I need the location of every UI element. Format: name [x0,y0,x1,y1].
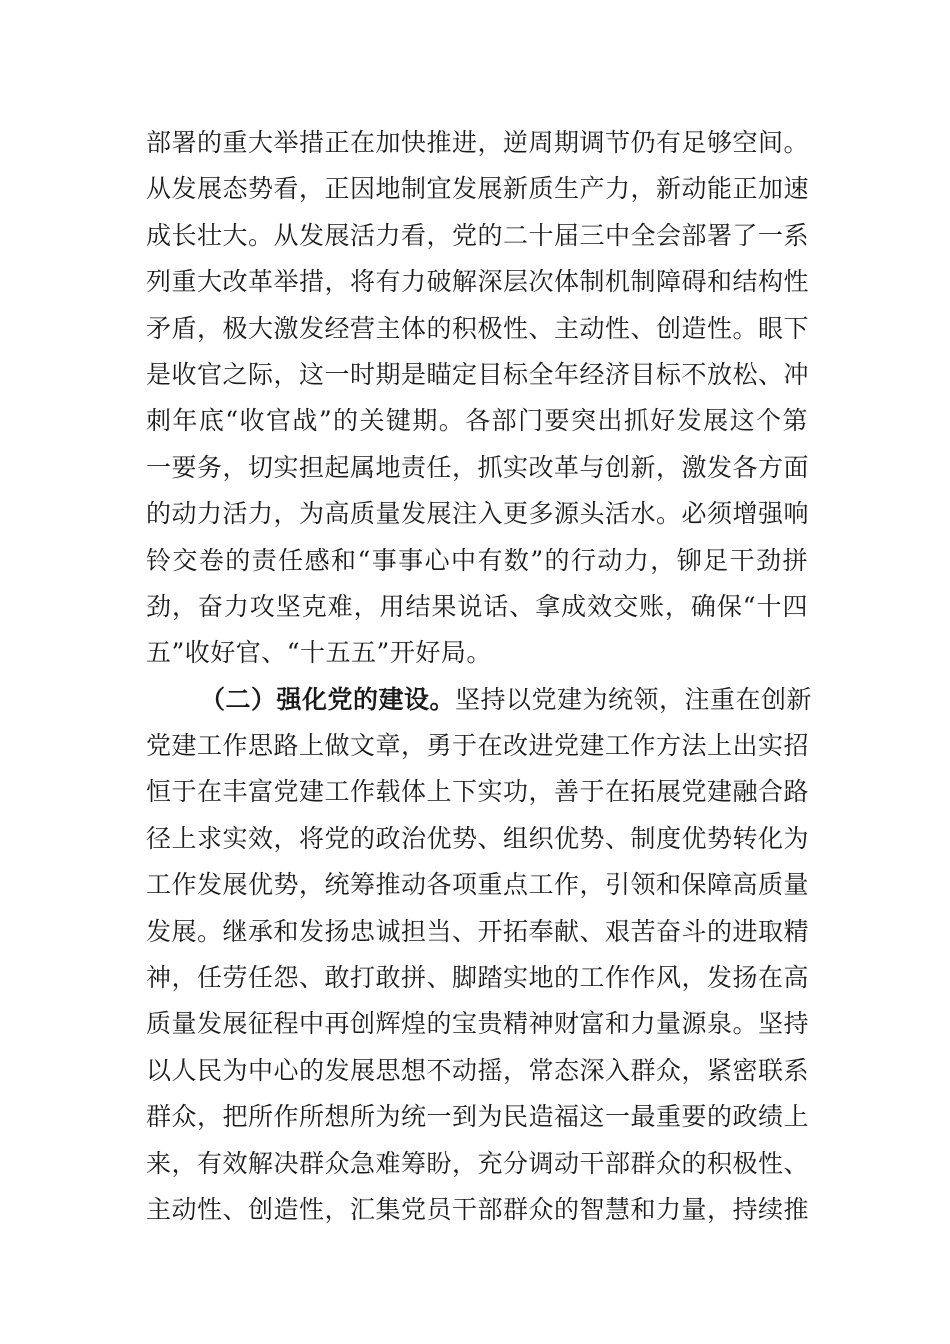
text-line: 的动力活力，为高质量发展注入更多源头活水。必须增强响 [146,499,810,529]
text-line: 铃交卷的责任感和“事事心中有数”的行动力，铆足干劲拼 [146,545,808,575]
text-line: 来，有效解决群众急难筹盼，充分调动干部群众的积极性、 [146,1148,810,1178]
text-line: 从发展态势看，正因地制宜发展新质生产力，新动能正加速 [146,174,810,204]
text-line: 工作发展优势，统筹推动各项重点工作，引领和保障高质量 [146,870,810,900]
text-line: 刺年底“收官战”的关键期。各部门要突出抓好发展这个第 [146,406,808,436]
text-line: 部署的重大举措正在加快推进，逆周期调节仍有足够空间。 [146,128,810,157]
section-2-first-line-text: 坚持以党建为统领，注重在创新 [455,684,813,714]
text-line: 发展。继承和发扬忠诚担当、开拓奉献、艰苦奋斗的进取精 [146,916,810,946]
text-line: 神，任劳任怨、敢打敢拼、脚踏实地的工作作风，发扬在高 [146,963,810,993]
text-line: 是收官之际，这一时期是瞄定目标全年经济目标不放松、冲 [146,359,810,389]
text-line: 恒于在丰富党建工作载体上下实功，善于在拓展党建融合路 [146,777,810,807]
text-line: 五”收好官、“十五五”开好局。 [146,638,492,668]
text-line: 党建工作思路上做文章，勇于在改进党建工作方法上出实招 [146,731,810,761]
text-line: 成长壮大。从发展活力看，党的二十届三中全会部署了一系 [146,220,810,250]
section-2-heading: （二）强化党的建设。 [200,684,456,714]
text-line: 以人民为中心的发展思想不动摇，常态深入群众，紧密联系 [146,1055,810,1085]
text-line: 径上求实效，将党的政治优势、组织优势、制度优势转化为 [146,823,810,853]
text-line: 质量发展征程中再创辉煌的宝贵精神财富和力量源泉。坚持 [146,1009,810,1039]
text-line: 一要务，切实担起属地责任，抓实改革与创新，激发各方面 [146,452,810,482]
text-line: 劲，奋力攻坚克难，用结果说话、拿成效交账，确保“十四 [146,591,808,621]
body-text [146,120,813,1233]
section-2-first-line [146,677,813,723]
text-line: 列重大改革举措，将有力破解深层次体制机制障碍和结构性 [146,267,810,297]
text-line: 主动性、创造性，汇集党员干部群众的智慧和力量，持续推 [146,1194,810,1224]
text-line: 群众，把所作所想所为统一到为民造福这一最重要的政绩上 [146,1102,810,1132]
text-line: 矛盾，极大激发经营主体的积极性、主动性、创造性。眼下 [146,313,810,343]
